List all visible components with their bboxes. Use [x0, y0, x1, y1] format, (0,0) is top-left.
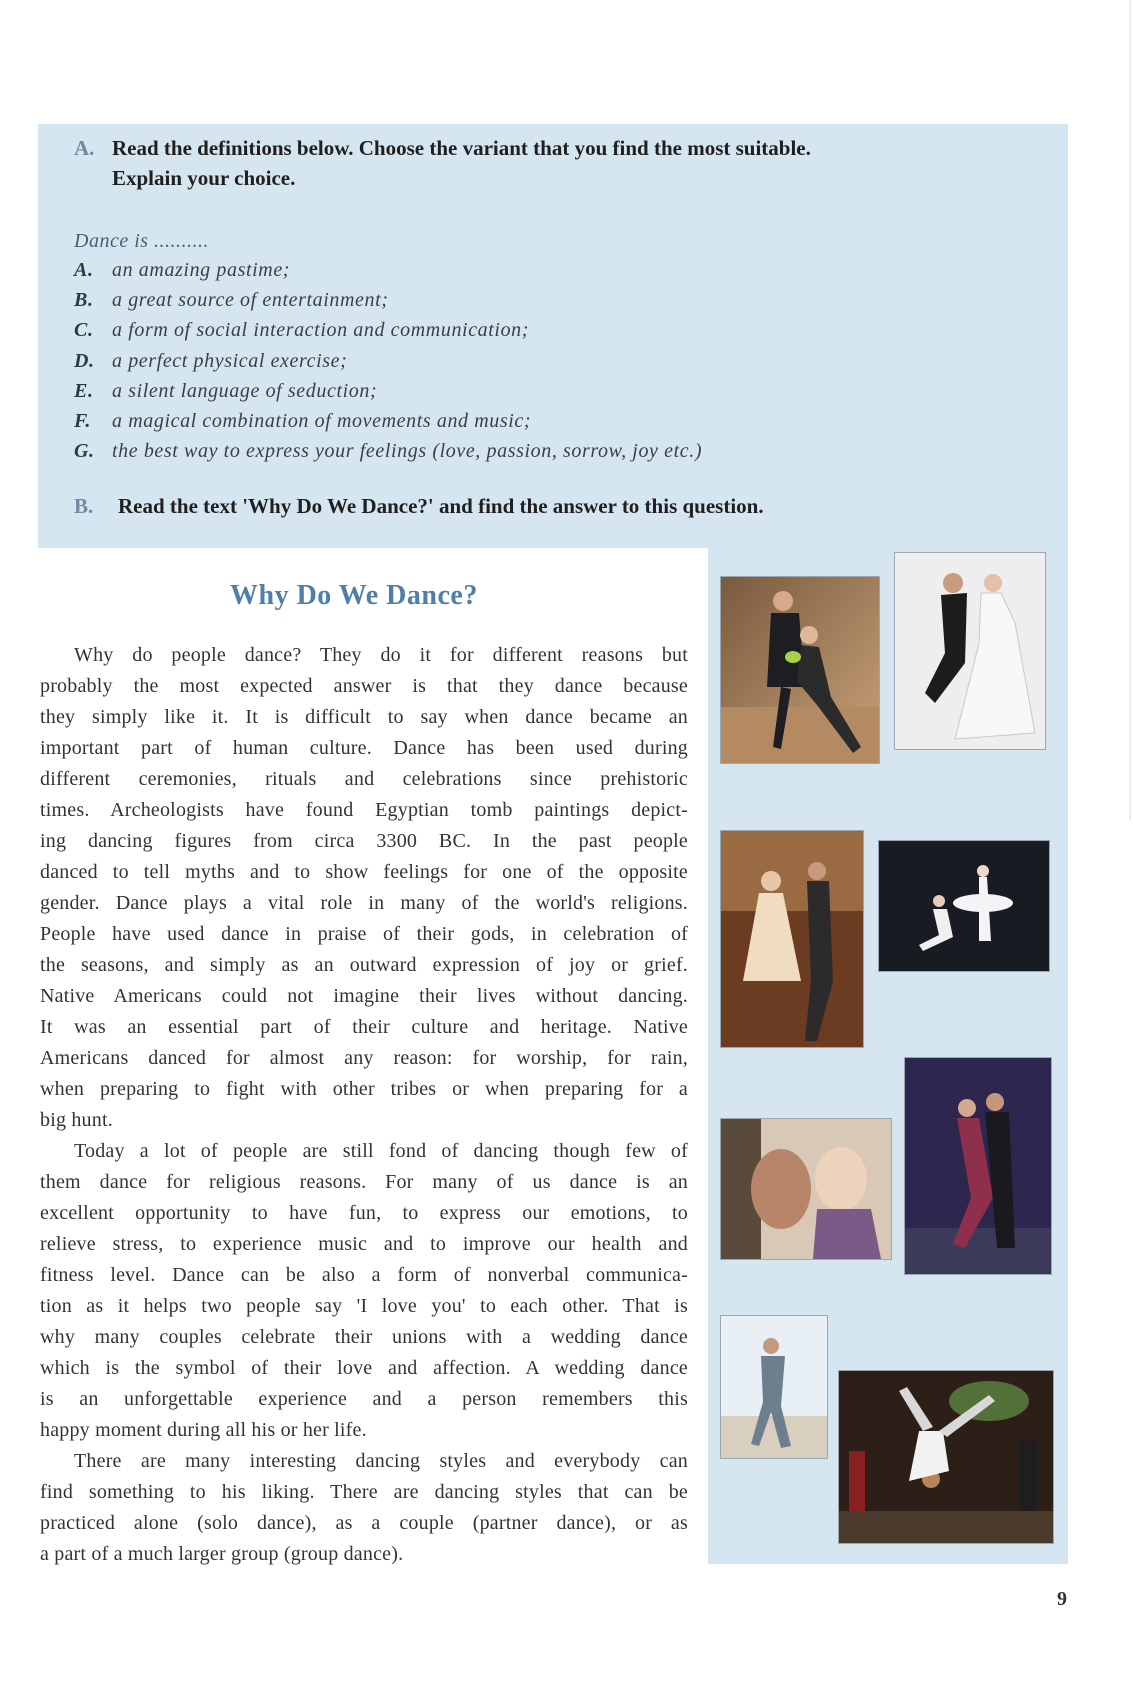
article-line: tion as it helps two people say 'I love you' to each other. That is — [40, 1295, 688, 1317]
option-letter: F. — [74, 410, 91, 432]
option-text: a magical combination of movements and music; — [112, 410, 532, 432]
option-text: the best way to express your feelings (love, passion, sorrow, joy etc.) — [112, 440, 703, 462]
task-a-instruction-line1: Read the definitions below. Choose the variant that you find the most suitable. — [112, 136, 811, 160]
article-line: It was an essential part of their culture and heritage. Native — [40, 1016, 688, 1038]
article-line: gender. Dance plays a vital role in many of the world's religions. — [40, 892, 688, 914]
article-line: Americans danced for almost any reason: for worship, for rain, — [40, 1047, 688, 1069]
article-line: relieve stress, to experience music and to improve our health and — [40, 1233, 688, 1255]
ballroom-dancers-photo — [720, 576, 880, 764]
article-line: a part of a much larger group (group dance). — [40, 1543, 404, 1565]
ballet-dancers-photo — [878, 840, 1050, 972]
task-a-instruction-line2: Explain your choice. — [112, 166, 296, 190]
page-edge-shadow — [1129, 0, 1131, 820]
breakdance-photo — [838, 1370, 1054, 1544]
article-line: fitness level. Dance can be also a form of nonverbal communica- — [40, 1264, 688, 1286]
task-b-instruction: Read the text 'Why Do We Dance?' and find the answer to this question. — [118, 494, 764, 518]
article-line: different ceremonies, rituals and celebrations since prehistoric — [40, 768, 688, 790]
article-line: danced to tell myths and to show feelings for one of the opposite — [40, 861, 688, 883]
option-e — [74, 380, 377, 403]
article-line: them dance for religious reasons. For many of us dance is an — [40, 1171, 688, 1193]
article-line: excellent opportunity to have fun, to express our emotions, to — [40, 1202, 688, 1224]
option-text: an amazing pastime; — [112, 259, 291, 281]
article-line: People have used dance in praise of their gods, in celebration of — [40, 923, 688, 945]
article-line: Native Americans could not imagine their lives without dancing. — [40, 985, 688, 1007]
article-line: practiced alone (solo dance), as a couple (partner dance), or as — [40, 1512, 688, 1534]
article-line: ing dancing figures from circa 3300 BC. In the past people — [40, 830, 688, 852]
option-g — [74, 440, 702, 463]
article-title: Why Do We Dance? — [230, 580, 478, 611]
option-a — [74, 259, 290, 282]
page-number: 9 — [1057, 1588, 1067, 1610]
option-b — [74, 289, 389, 312]
article-line: is an unforgettable experience and a person remembers this — [40, 1388, 688, 1410]
definition-intro: Dance is .......... — [74, 230, 210, 252]
option-letter: A. — [74, 259, 94, 281]
article-line: happy moment during all his or her life. — [40, 1419, 367, 1441]
option-d — [74, 350, 347, 373]
option-letter: C. — [74, 319, 94, 341]
article-line: Why do people dance? They do it for different reasons but — [74, 644, 688, 666]
task-a-letter: A. — [74, 136, 95, 160]
task-b-letter: B. — [74, 494, 94, 518]
option-letter: E. — [74, 380, 94, 402]
article-line: probably the most expected answer is that they dance because — [40, 675, 688, 697]
retro-dance-couple-photo — [720, 830, 864, 1048]
option-c — [74, 319, 529, 342]
option-text: a perfect physical exercise; — [112, 350, 348, 372]
option-text: a great source of entertainment; — [112, 289, 389, 311]
article-line: why many couples celebrate their unions with a wedding dance — [40, 1326, 688, 1348]
article-line: important part of human culture. Dance has been used during — [40, 737, 688, 759]
option-text: a silent language of seduction; — [112, 380, 378, 402]
article-line: Today a lot of people are still fond of dancing though few of — [74, 1140, 688, 1162]
article-line: when preparing to fight with other tribes or when preparing for a — [40, 1078, 688, 1100]
tango-couple-photo — [904, 1057, 1052, 1275]
option-f — [74, 410, 531, 433]
option-text: a form of social interaction and communication; — [112, 319, 530, 341]
article-line: the seasons, and simply as an outward expression of joy or grief. — [40, 954, 688, 976]
option-letter: B. — [74, 289, 94, 311]
beach-dancers-photo — [720, 1315, 828, 1459]
article-line: There are many interesting dancing styles and everybody can — [74, 1450, 688, 1472]
article-line: big hunt. — [40, 1109, 113, 1131]
article-line: times. Archeologists have found Egyptian tomb paintings depict- — [40, 799, 688, 821]
article-line: they simply like it. It is difficult to say when dance became an — [40, 706, 688, 728]
waltz-couple-photo — [894, 552, 1046, 750]
option-letter: D. — [74, 350, 95, 372]
article-line: find something to his liking. There are dancing styles that can be — [40, 1481, 688, 1503]
option-letter: G. — [74, 440, 95, 462]
close-couple-photo — [720, 1118, 892, 1260]
article-line: which is the symbol of their love and affection. A wedding dance — [40, 1357, 688, 1379]
